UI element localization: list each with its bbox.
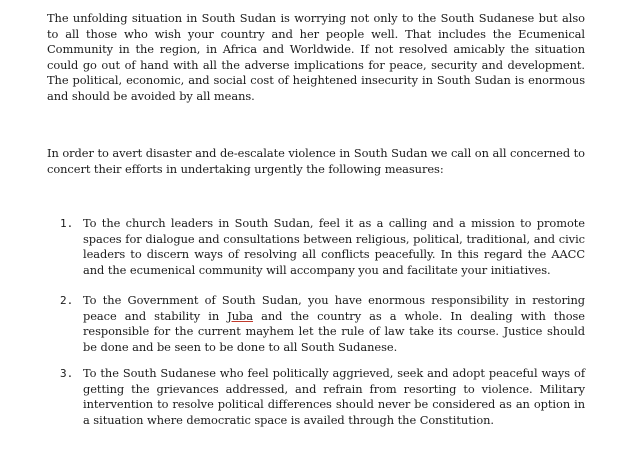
list-item-number: 1. xyxy=(60,217,74,230)
list-item-text-before: To the Government of South Sudan, you have enormous responsibility in restoring peace and stability in xyxy=(83,293,585,323)
list-item-text-after: and the country as a whole. In dealing with those responsible for the current mayhem let the rule of law take its course. Justice should be done and be seen to be done to all South Sudanese. xyxy=(83,308,585,354)
list-item-number: 3. xyxy=(60,367,74,380)
intro-paragraph: The unfolding situation in South Sudan is worrying not only to the South Sudanese but also to all those who wish your country and her people well. That includes the Ecumenical Community in the region, in Africa and Worldwide. If not resolved amicably the situation could go out of hand with all the adverse implications for peace, security and development. The political, economic, and social cost of heightened insecurity in South Sudan is enormous and should be avoided by all means. xyxy=(47,11,585,103)
spellcheck-underlined-word: Juba xyxy=(227,308,254,323)
list-item-text: To the church leaders in South Sudan, feel it as a calling and a mission to promote spaces for dialogue and consultations between religious, political, traditional, and civic leaders to discern ways of resolving all conflicts peacefully. In this regard the AACC and the ecumenical community will accompany you and facilitate your initiatives. xyxy=(83,216,585,277)
call-to-action-paragraph: In order to avert disaster and de-escalate violence in South Sudan we call on all concerned to concert their efforts in undertaking urgently the following measures: xyxy=(47,146,585,176)
list-item-number: 2. xyxy=(60,294,74,307)
list-item-text: To the South Sudanese who feel politically aggrieved, seek and adopt peaceful ways of getting the grievances addressed, and refrain from resorting to violence. Military intervention to resolve political differences should never be considered as an option in a situation where democratic space is availed through the Constitution. xyxy=(83,366,585,427)
list-item-text xyxy=(83,293,585,355)
